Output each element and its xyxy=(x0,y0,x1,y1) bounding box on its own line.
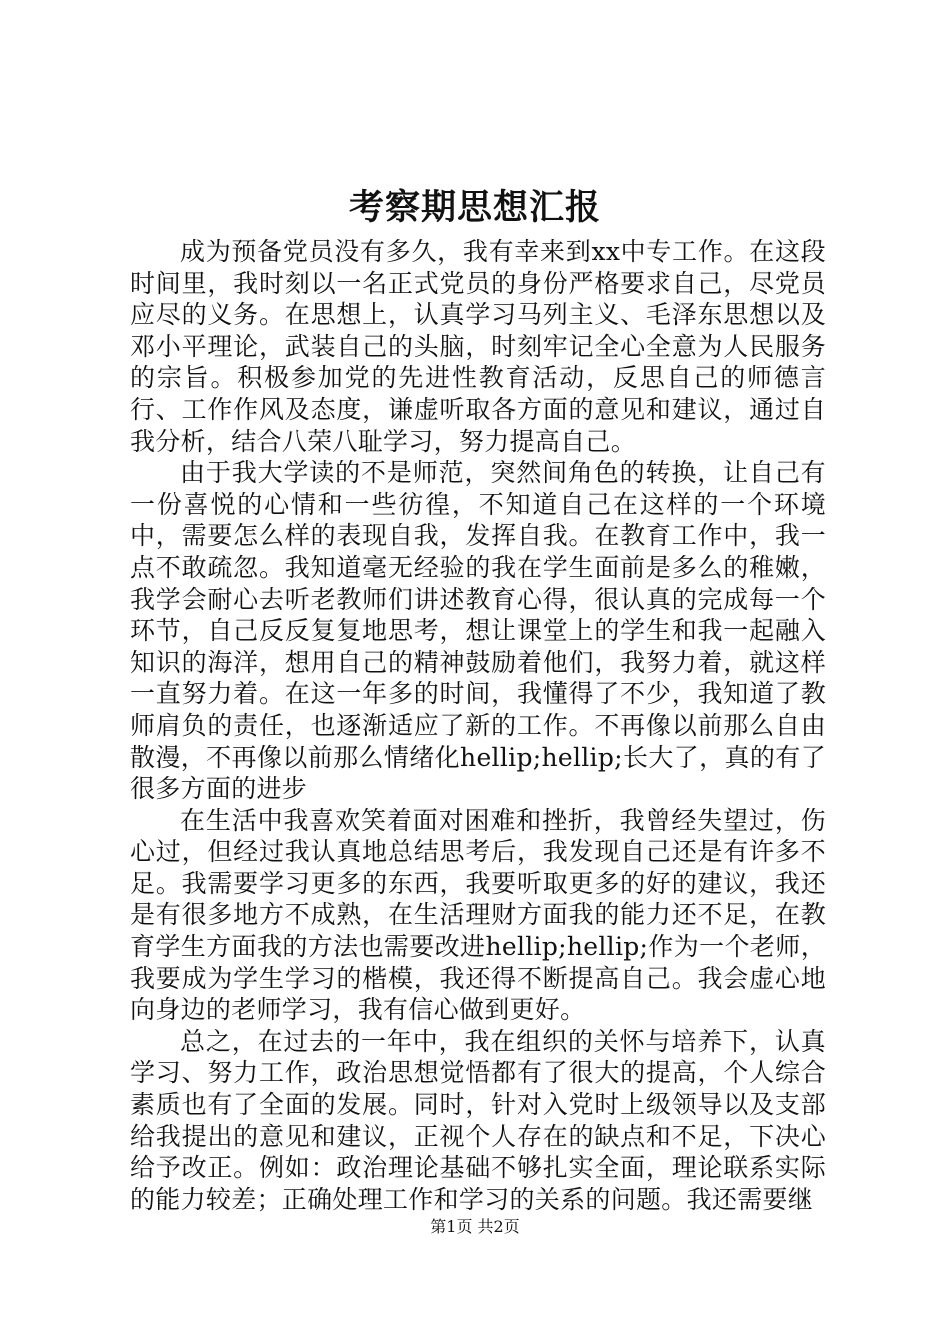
paragraph-2: 由于我大学读的不是师范，突然间角色的转换，让自己有一份喜悦的心情和一些彷徨，不知道自己在这样的一个环境中，需要怎么样的表现自我，发挥自我。在教育工作中，我一点不敢疏忽。我知道毫无经验的我在学生面前是多么的稚嫩，我学会耐心去听老教师们讲述教育心得，很认真的完成每一个环节，自己反反复复地思考，想让课堂上的学生和我一起融入知识的海洋，想用自己的精神鼓励着他们，我努力着，就这样一直努力着。在这一年多的时间，我懂得了不少，我知道了教师肩负的责任，也逐渐适应了新的工作。不再像以前那么自由散漫，不再像以前那么情绪化hellip;hellip;长大了，真的有了很多方面的进步 xyxy=(130,458,826,804)
paragraph-4: 总之，在过去的一年中，我在组织的关怀与培养下，认真学习、努力工作，政治思想觉悟都有了很大的提高，个人综合素质也有了全面的发展。同时，针对入党时上级领导以及支部给我提出的意见和建议，正视个人存在的缺点和不足，下决心给予改正。例如：政治理论基础不够扎实全面，理论联系实际的能力较差；正确处理工作和学习的关系的问题。我还需要继 xyxy=(130,1026,826,1214)
paragraph-1: 成为预备党员没有多久，我有幸来到xx中专工作。在这段时间里，我时刻以一名正式党员的身份严格要求自己，尽党员应尽的义务。在思想上，认真学习马列主义、毛泽东思想以及邓小平理论，武装自己的头脑，时刻牢记全心全意为人民服务的宗旨。积极参加党的先进性教育活动，反思自己的师德言行、工作作风及态度，谦虚听取各方面的意见和建议，通过自我分析，结合八荣八耻学习，努力提高自己。 xyxy=(130,237,826,456)
page-footer: 第1页 共2页 xyxy=(430,1217,520,1236)
paragraph-3: 在生活中我喜欢笑着面对困难和挫折，我曾经失望过，伤心过，但经过我认真地总结思考后，我发现自己还是有许多不足。我需要学习更多的东西，我要听取更多的好的建议，我还是有很多地方不成熟，在生活理财方面我的能力还不足，在教育学生方面我的方法也需要改进hellip;hellip;作为一个老师，我要成为学生学习的楷模，我还得不断提高自己。我会虚心地向身边的老师学习，我有信心做到更好。 xyxy=(130,805,826,1025)
document-body xyxy=(130,236,826,1215)
document-title: 考察期思想汇报 xyxy=(348,187,601,228)
